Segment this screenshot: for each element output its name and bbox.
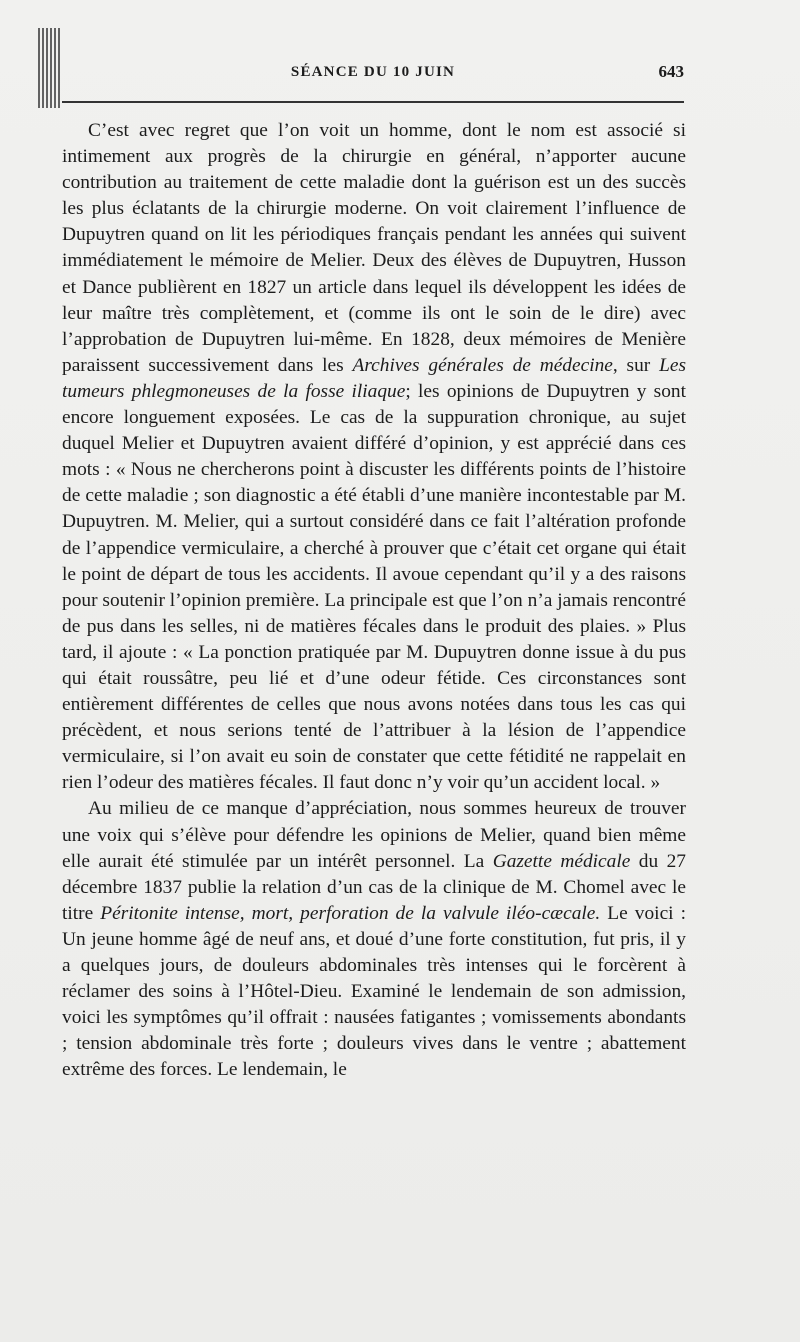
paragraph-2-segment: Au milieu de ce manque d’appréciation, nous sommes heureux de trouver une voix qui s’élève pour défendre les opinions de Melier, quand bien même elle aurait été stimulée par un intérêt personnel. La bbox=[62, 798, 686, 872]
header-rule bbox=[62, 101, 684, 103]
paragraph-2-segment: du 27 décembre 1837 publie la relation d’un cas de la clinique de M. Chomel avec le titre bbox=[62, 850, 686, 924]
journal-title-gazette: Gazette médicale bbox=[492, 850, 631, 872]
paragraph-1-segment: , sur bbox=[612, 354, 660, 376]
paragraph-2-segment: Le voici : Un jeune homme âgé de neuf ans, et doué d’une forte constitution, fut pris, il y a quelques jours, de douleurs abdominales très intenses qui le forcèrent à réclamer des soins à l’Hôtel-Dieu. Examiné le lendemain de son admission, voici les symptômes qu’il offrait : nausées fatigantes ; vomissements abondants ; tension abdominale très forte ; douleurs vives dans le ventre ; abattement extrême des forces. Le lendemain, le bbox=[62, 902, 686, 1081]
body-text bbox=[62, 118, 686, 1083]
running-head: SÉANCE DU 10 JUIN bbox=[290, 64, 456, 80]
binding-edge-mark bbox=[38, 28, 62, 108]
paragraph-1 bbox=[62, 118, 686, 796]
page-number: 643 bbox=[658, 62, 684, 81]
journal-title-archives: Archives générales de médecine bbox=[352, 354, 613, 376]
article-title-tumeurs: Les tumeurs phlegmoneuses de la fosse iliaque bbox=[62, 354, 687, 402]
case-title-peritonite: Péritonite intense, mort, perforation de la valvule iléo-cæcale. bbox=[100, 902, 601, 924]
paragraph-2 bbox=[62, 796, 686, 1083]
paragraph-1-segment: C’est avec regret que l’on voit un homme, dont le nom est associé si intimement aux progrès de la chirurgie en général, n’apporter aucune contribution au traitement de cette maladie dont la guérison est un des succès les plus éclatants de la chirurgie moderne. On voit clairement l’influence de Dupuytren quand on lit les périodiques français pendant les années qui suivent immédiatement le mémoire de Melier. Deux des élèves de Dupuytren, Husson et Dance publièrent en 1827 un article dans lequel ils développent les idées de leur maître très complètement, et (comme ils ont le soin de le dire) avec l’approbation de Dupuytren lui-même. En 1828, deux mémoires de Menière paraissent successivement dans les bbox=[62, 120, 686, 376]
paragraph-1-segment: ; les opinions de Dupuytren y sont encore longuement exposées. Le cas de la suppuration chronique, au sujet duquel Melier et Dupuytren avaient différé d’opinion, y est apprécié dans ces mots : « Nous ne chercherons point à discuster les différents points de l’histoire de cette maladie ; son diagnostic a été établi d’une manière incontestable par M. Dupuytren. M. Melier, qui a surtout considéré dans ce fait l’altération profonde de l’appendice vermiculaire, a cherché à prouver que c’était cet organe qui était le point de départ de tous les accidents. Il avoue cependant qu’il y a des raisons pour soutenir l’opinion première. La principale est que l’on n’a jamais rencontré de pus dans les selles, ni de matières fécales dans le produit des plaies. » Plus tard, il ajoute : « La ponction pratiquée par M. Dupuytren donne issue à du pus qui était roussâtre, peu lié et d’une odeur fétide. Ces circonstances sont entièrement différentes de celles que nous avons notées dans tous les cas qui précèdent, et nous serions tenté de l’attribuer à la lésion de l’appendice vermiculaire, si l’on avait eu soin de constater que cette fétidité ne rappelait en rien l’odeur des matières fécales. Il faut donc n’y voir qu’un accident local. » bbox=[62, 380, 686, 794]
page-header bbox=[62, 60, 684, 90]
